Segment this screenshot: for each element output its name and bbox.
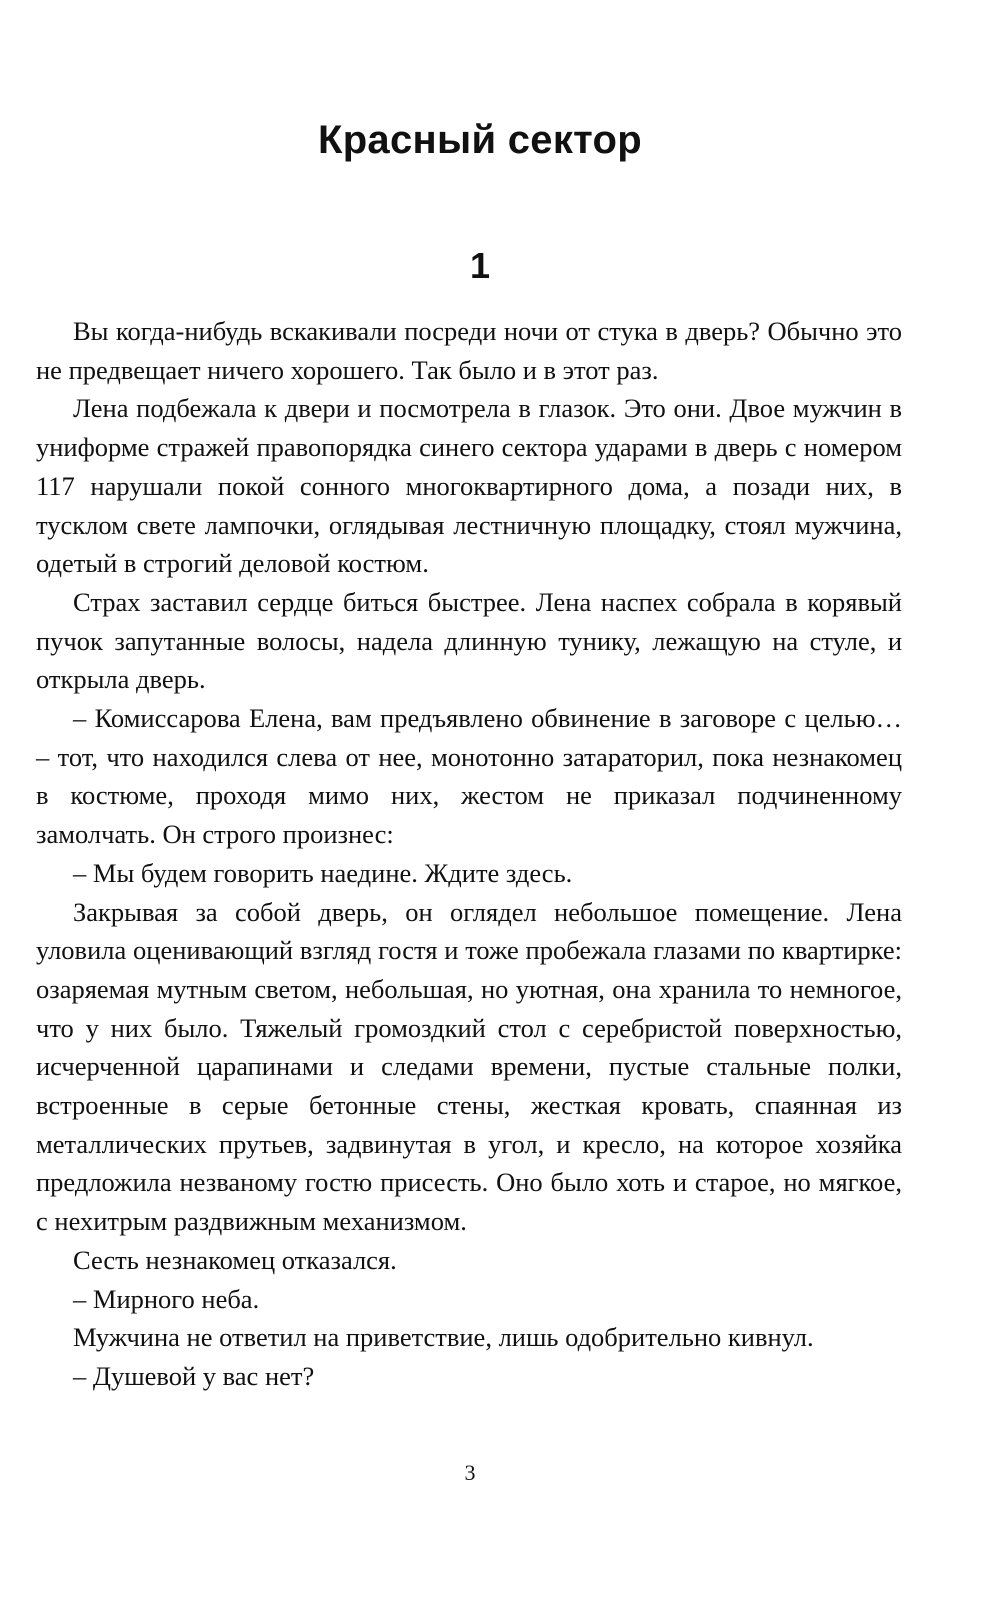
paragraph: Мужчина не ответил на приветствие, лишь одобрительно кивнул. — [73, 1322, 814, 1353]
paragraph: – Мы будем говорить наедине. Ждите здесь. — [73, 857, 573, 888]
chapter-title: Красный сектор — [317, 118, 642, 162]
paragraph: – Комиссарова Елена, вам предъявлено обвинение в заговоре с целью… – тот, что находился слева от нее, монотонно затараторил, пока незнакомец в костюме, проходя мимо них, жестом не приказал подчиненному замолчать. Он строго произнес: — [36, 703, 902, 850]
paragraph: Закрывая за собой дверь, он оглядел небольшое помещение. Лена уловила оценивающий взгляд гостя и тоже пробежала глазами по квартирке: озаряемая мутным светом, небольшая, но уютная, она хранила то немногое, что у них было. Тяжелый громоздкий стол с серебристой поверхностью, исчерченной царапинами и следами времени, пустые стальные полки, встроенные в серые бетонные стены, жесткая кровать, спаянная из металлических прутьев, задвинутая в угол, и кресло, на которое хозяйка предложила незваному гостю присесть. Оно было хоть и старое, но мягкое, с нехитрым раздвижным механизмом. — [36, 896, 902, 1237]
paragraph: – Душевой у вас нет? — [73, 1360, 315, 1391]
body-text — [36, 312, 902, 1396]
paragraph: Вы когда-нибудь вскакивали посреди ночи от стука в дверь? Обычно это не предвещает ничего хорошего. Так было и в этот раз. — [36, 316, 902, 385]
paragraph: Сесть незнакомец отказался. — [73, 1244, 397, 1275]
page-number: 3 — [464, 1460, 476, 1485]
paragraph: – Мирного неба. — [73, 1283, 260, 1314]
section-number: 1 — [469, 245, 491, 286]
paragraph: Лена подбежала к двери и посмотрела в глазок. Это они. Двое мужчин в униформе стражей правопорядка синего сектора ударами в дверь с номером 117 нарушали покой сонного многоквартирного дома, а позади них, в тусклом свете лампочки, оглядывая лестничную площадку, стоял мужчина, одетый в строгий деловой костюм. — [36, 393, 902, 579]
paragraph: Страх заставил сердце биться быстрее. Лена наспех собрала в корявый пучок запутанные волосы, надела длинную тунику, лежащую на стуле, и открыла дверь. — [36, 586, 902, 695]
